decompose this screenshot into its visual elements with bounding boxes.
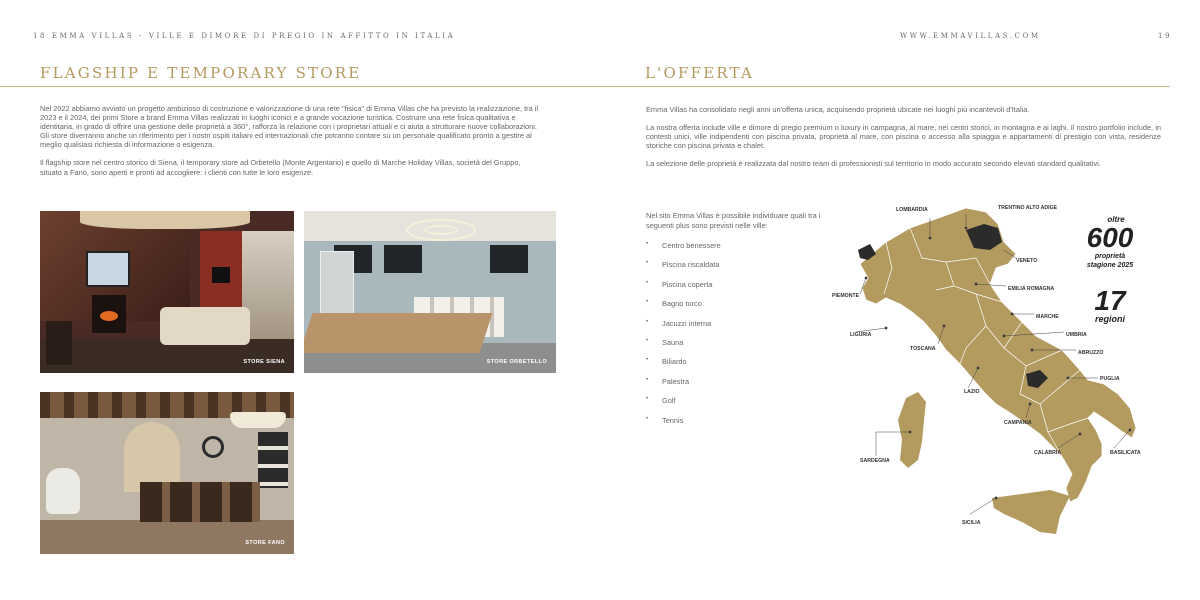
stores-text: [40, 104, 540, 186]
paragraph: Il flagship store nel centro storico di Siena, il temporary store ad Orbetello (Monte Argentario) e quello di Marche Holiday Villas, società del Gruppo, situato a Fano, sono aperti e pronti ad accogliere: i clienti con tutte le loro esigenze.: [40, 158, 521, 177]
region-label: CAMPANIA: [1004, 420, 1032, 426]
paragraph: Nel 2022 abbiamo avviato un progetto ambizioso di costruzione e valorizzazione di una rete "fisica" di Emma Villas che ha previsto la realizzazione, tra il 2023 e il 2024, dei primi Store a brand Emma Villas realizzati in luoghi iconici e a grande vocazione turistica. Costruire una rete fisica qualitativa e identitaria, in grado di offrire una gestione delle proprietà a 360°, rafforza la relazione con i proprietari attuali e ci aiuta a strutturare nuove collaborazioni. Gli store diverranno anche un riferimento per i nostri ospiti italiani ed internazionali che potranno contare su un personale qualificato pronto a gestire al meglio qualsiasi richiesta di informazione o esigenza.: [40, 104, 539, 150]
sicily: [992, 490, 1070, 534]
stat-number: 17: [1094, 285, 1126, 316]
region-label: LOMBARDIA: [896, 207, 928, 213]
region-label: VENETO: [1016, 258, 1038, 264]
list-item: • Biliardo: [646, 357, 721, 376]
paragraph: La selezione delle proprietà è realizzata dal nostro team di professionisti sul territorio in modo accurato secondo elevati standard qualitativi.: [646, 159, 1101, 169]
list-item: • Tennis: [646, 416, 721, 435]
list-item: • Bagno turco: [646, 299, 721, 318]
running-head: 18 EMMA VILLAS - VILLE E DIMORE DI PREGIO IN AFFITTO IN ITALIA: [33, 32, 456, 40]
region-label: SICILIA: [962, 520, 981, 526]
stat-label: stagione 2025: [1086, 262, 1134, 269]
sardinia: [898, 392, 926, 468]
paragraph: La nostra offerta include ville e dimore di pregio premium o luxury in campagna, al mare, nei centri storici, in montagna e ai laghi. Il nostro portfolio include, in contesti unici, ville indipendenti con piscina privata, proprietà al mare, con piscina o accesso alla spiaggia e appartamenti di prestigio con vista, residenze storiche con piscina privata e chalet.: [646, 123, 1161, 151]
offer-text: [646, 105, 1161, 177]
stat-regions: [1094, 285, 1127, 324]
italy-map: [826, 198, 1176, 578]
list-item: • Golf: [646, 396, 721, 415]
store-siena-photo: [40, 211, 294, 373]
list-item: • Palestra: [646, 377, 721, 396]
region-label: MARCHE: [1036, 314, 1059, 320]
region-label: PUGLIA: [1100, 376, 1120, 382]
region-label: PIEMONTE: [832, 293, 860, 299]
plus-intro: Nel sito Emma Villas è possibile individuare quali tra i seguenti plus sono previsti nelle ville:: [646, 211, 821, 230]
page-number: 19: [1158, 32, 1173, 40]
photo-caption: STORE SIENA: [243, 359, 285, 365]
stat-prefix: oltre: [1107, 215, 1125, 224]
region-label: LIGURIA: [850, 332, 872, 338]
list-item: • Piscina riscaldata: [646, 260, 721, 279]
store-fano-photo: [40, 392, 294, 554]
section-divider: [0, 86, 600, 87]
section-divider: [600, 86, 1170, 87]
region-label: EMILIA ROMAGNA: [1008, 286, 1055, 292]
list-item: • Centro benessere: [646, 241, 721, 260]
italy-map-svg: [826, 198, 1176, 578]
region-label: UMBRIA: [1066, 332, 1087, 338]
stat-properties: [1087, 215, 1134, 269]
region-label: SARDEGNA: [860, 458, 890, 464]
region-label: ABRUZZO: [1078, 350, 1104, 356]
section-title: L'OFFERTA: [645, 64, 754, 82]
region-label: TRENTINO ALTO ADIGE: [998, 205, 1058, 211]
list-item: • Jacuzzi interna: [646, 319, 721, 338]
stat-number: 600: [1086, 222, 1134, 253]
paragraph: Emma Villas ha consolidato negli anni un'offerta unica, acquisendo proprietà ubicate nei luoghi più incantevoli d'Italia.: [646, 105, 1030, 114]
list-item: • Sauna: [646, 338, 721, 357]
region-label: CALABRIA: [1034, 450, 1062, 456]
store-orbetello-photo: [304, 211, 556, 373]
region-label: LAZIO: [964, 389, 980, 395]
photo-caption: STORE ORBETELLO: [486, 359, 547, 365]
plus-list: [646, 241, 721, 435]
region-label: TOSCANA: [910, 346, 936, 352]
list-item: • Piscina coperta: [646, 280, 721, 299]
stat-label: proprietà: [1094, 253, 1126, 260]
website-url: WWW.EMMAVILLAS.COM: [900, 32, 1041, 40]
photo-caption: STORE FANO: [245, 540, 285, 546]
section-title: FLAGSHIP E TEMPORARY STORE: [40, 64, 362, 82]
region-label: BASILICATA: [1110, 450, 1141, 456]
stat-label: regioni: [1094, 314, 1126, 324]
